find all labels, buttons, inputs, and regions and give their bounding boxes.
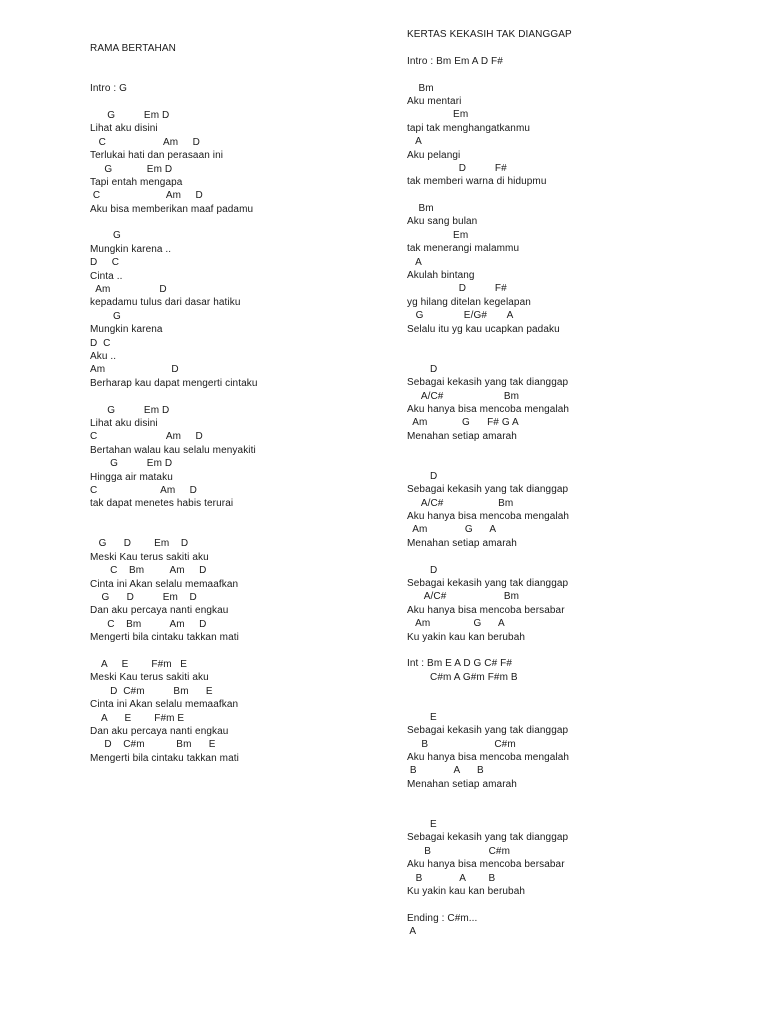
right-line [407,898,747,911]
left-line: Dan aku percaya nanti engkau [90,605,229,617]
right-line [407,684,747,697]
left-line: C Am D [90,136,200,148]
left-line: D C#m Bm E [90,739,216,751]
right-line [407,189,747,202]
left-line: G Em D [90,458,173,470]
right-line: D [407,363,438,375]
right-line [407,791,747,804]
right-line: tak memberi warna di hidupmu [407,176,547,188]
left-line [90,390,390,403]
right-line [407,550,747,563]
left-line: RAMA BERTAHAN [90,43,176,54]
right-line: Em [407,229,469,241]
right-line: Akulah bintang [407,270,475,282]
right-line [407,41,747,54]
left-line: G Em D [90,163,173,175]
left-line: Dan aku percaya nanti engkau [90,725,229,737]
right-line: B A B [407,872,496,884]
right-line: A/C# Bm [407,591,520,603]
right-line: Sebagai kekasih yang tak dianggap [407,484,569,496]
right-line: Bm [407,203,434,215]
left-line: G D Em D [90,538,189,550]
right-line: B C#m [407,738,516,750]
right-line: C#m A G#m F#m B [407,671,518,683]
right-line: Am G A [407,618,505,630]
left-line: Tapi entah mengapa [90,176,183,188]
right-line [407,805,747,818]
right-line: A/C# Bm [407,390,520,402]
right-line: Ku yakin kau kan berubah [407,886,526,897]
left-line: Mengerti bila cintaku takkan mati [90,752,239,764]
right-line: Aku hanya bisa mencoba mengalah [407,403,570,415]
right-line: Sebagai kekasih yang tak dianggap [407,832,569,844]
left-line: Am D [90,364,179,376]
right-line: Selalu itu yg kau ucapkan padaku [407,323,560,335]
left-line: G Em D [90,404,170,416]
right-line [407,443,747,456]
right-line: tapi tak menghangatkanmu [407,122,531,134]
left-line [90,216,390,229]
right-line: KERTAS KEKASIH TAK DIANGGAP [407,29,572,40]
left-line: Cinta ini Akan selalu memaafkan [90,699,239,711]
right-line: Intro : Bm Em A D F# [407,55,503,67]
left-line: G Em D [90,109,170,121]
left-line: Lihat aku disini [90,123,158,135]
right-line: B A B [407,765,484,777]
right-line: E [407,711,437,723]
right-line: Aku mentari [407,95,462,107]
left-line [90,645,390,658]
right-line: A [407,256,422,268]
right-line: yg hilang ditelan kegelapan [407,296,531,308]
left-line [90,524,390,537]
right-line: A [407,926,417,938]
right-line: A [407,136,422,148]
right-line [407,336,747,349]
right-line: Menahan setiap amarah [407,537,517,549]
right-line: G E/G# A [407,310,514,322]
right-line: Menahan setiap amarah [407,778,517,790]
left-line: Meski Kau terus sakiti aku [90,551,209,563]
left-line: G D Em D [90,592,197,604]
right-line: Ending : C#m... [407,912,478,924]
right-line: D [407,470,438,482]
right-line: Aku hanya bisa mencoba bersabar [407,859,565,871]
right-line: A/C# Bm [407,497,514,509]
right-line: Aku hanya bisa mencoba bersabar [407,604,565,616]
right-line: D [407,564,438,576]
left-line: tak dapat menetes habis terurai [90,498,234,510]
left-line: C Am D [90,484,198,496]
right-line [407,698,747,711]
right-line [407,349,747,362]
right-line: Am G F# G A [407,417,519,429]
right-line: Em [407,109,469,121]
left-line: Cinta ini Akan selalu memaafkan [90,578,239,590]
left-line: C Am D [90,431,203,443]
right-line [407,644,747,657]
left-line: Aku .. [90,350,117,362]
right-line: Aku sang bulan [407,216,478,228]
left-line: A E F#m E [90,658,188,670]
left-line: D C#m Bm E [90,685,213,697]
left-line: C Bm Am D [90,618,207,630]
right-line: Sebagai kekasih yang tak dianggap [407,725,569,737]
right-line [407,68,747,81]
right-line: Sebagai kekasih yang tak dianggap [407,377,569,389]
left-line: Am D [90,284,167,296]
right-line: tak menerangi malammu [407,243,520,255]
song-kertas-kekasih [407,28,747,939]
right-line: Menahan setiap amarah [407,430,517,442]
left-line: Meski Kau terus sakiti aku [90,672,209,684]
left-line: Bertahan walau kau selalu menyakiti [90,444,256,456]
right-line: Bm [407,82,434,94]
left-line: Mungkin karena [90,324,163,336]
left-line: Lihat aku disini [90,417,158,429]
song-rama-bertahan [90,42,390,765]
left-line: D C [90,337,111,349]
right-line: Ku yakin kau kan berubah [407,631,526,643]
left-line: kepadamu tulus dari dasar hatiku [90,297,241,309]
right-line: B C#m [407,845,511,857]
left-line: C Bm Am D [90,565,207,577]
left-line [90,69,390,82]
left-line: A E F#m E [90,712,185,724]
left-line: D C [90,257,120,269]
left-line: G [90,310,121,322]
left-line [90,96,390,109]
left-line: Hingga air mataku [90,471,173,483]
right-line: Aku hanya bisa mencoba mengalah [407,511,570,523]
left-line: G [90,230,121,242]
left-line: Cinta .. [90,270,123,282]
left-line: C Am D [90,190,203,202]
left-line [90,55,390,68]
left-line: Terlukai hati dan perasaan ini [90,150,224,162]
right-line [407,457,747,470]
left-line: Berharap kau dapat mengerti cintaku [90,377,258,389]
right-line: Aku pelangi [407,149,461,161]
right-line: E [407,819,437,831]
left-line: Mungkin karena .. [90,243,172,255]
left-line: Mengerti bila cintaku takkan mati [90,632,239,644]
left-line: Intro : G [90,83,128,95]
right-line: D F# [407,162,507,174]
right-line: Int : Bm E A D G C# F# [407,658,513,670]
right-line: Am G A [407,524,497,536]
left-line [90,511,390,524]
right-line: D F# [407,283,507,295]
right-line: Aku hanya bisa mencoba mengalah [407,752,570,764]
left-line: Aku bisa memberikan maaf padamu [90,203,254,215]
right-line: Sebagai kekasih yang tak dianggap [407,578,569,590]
